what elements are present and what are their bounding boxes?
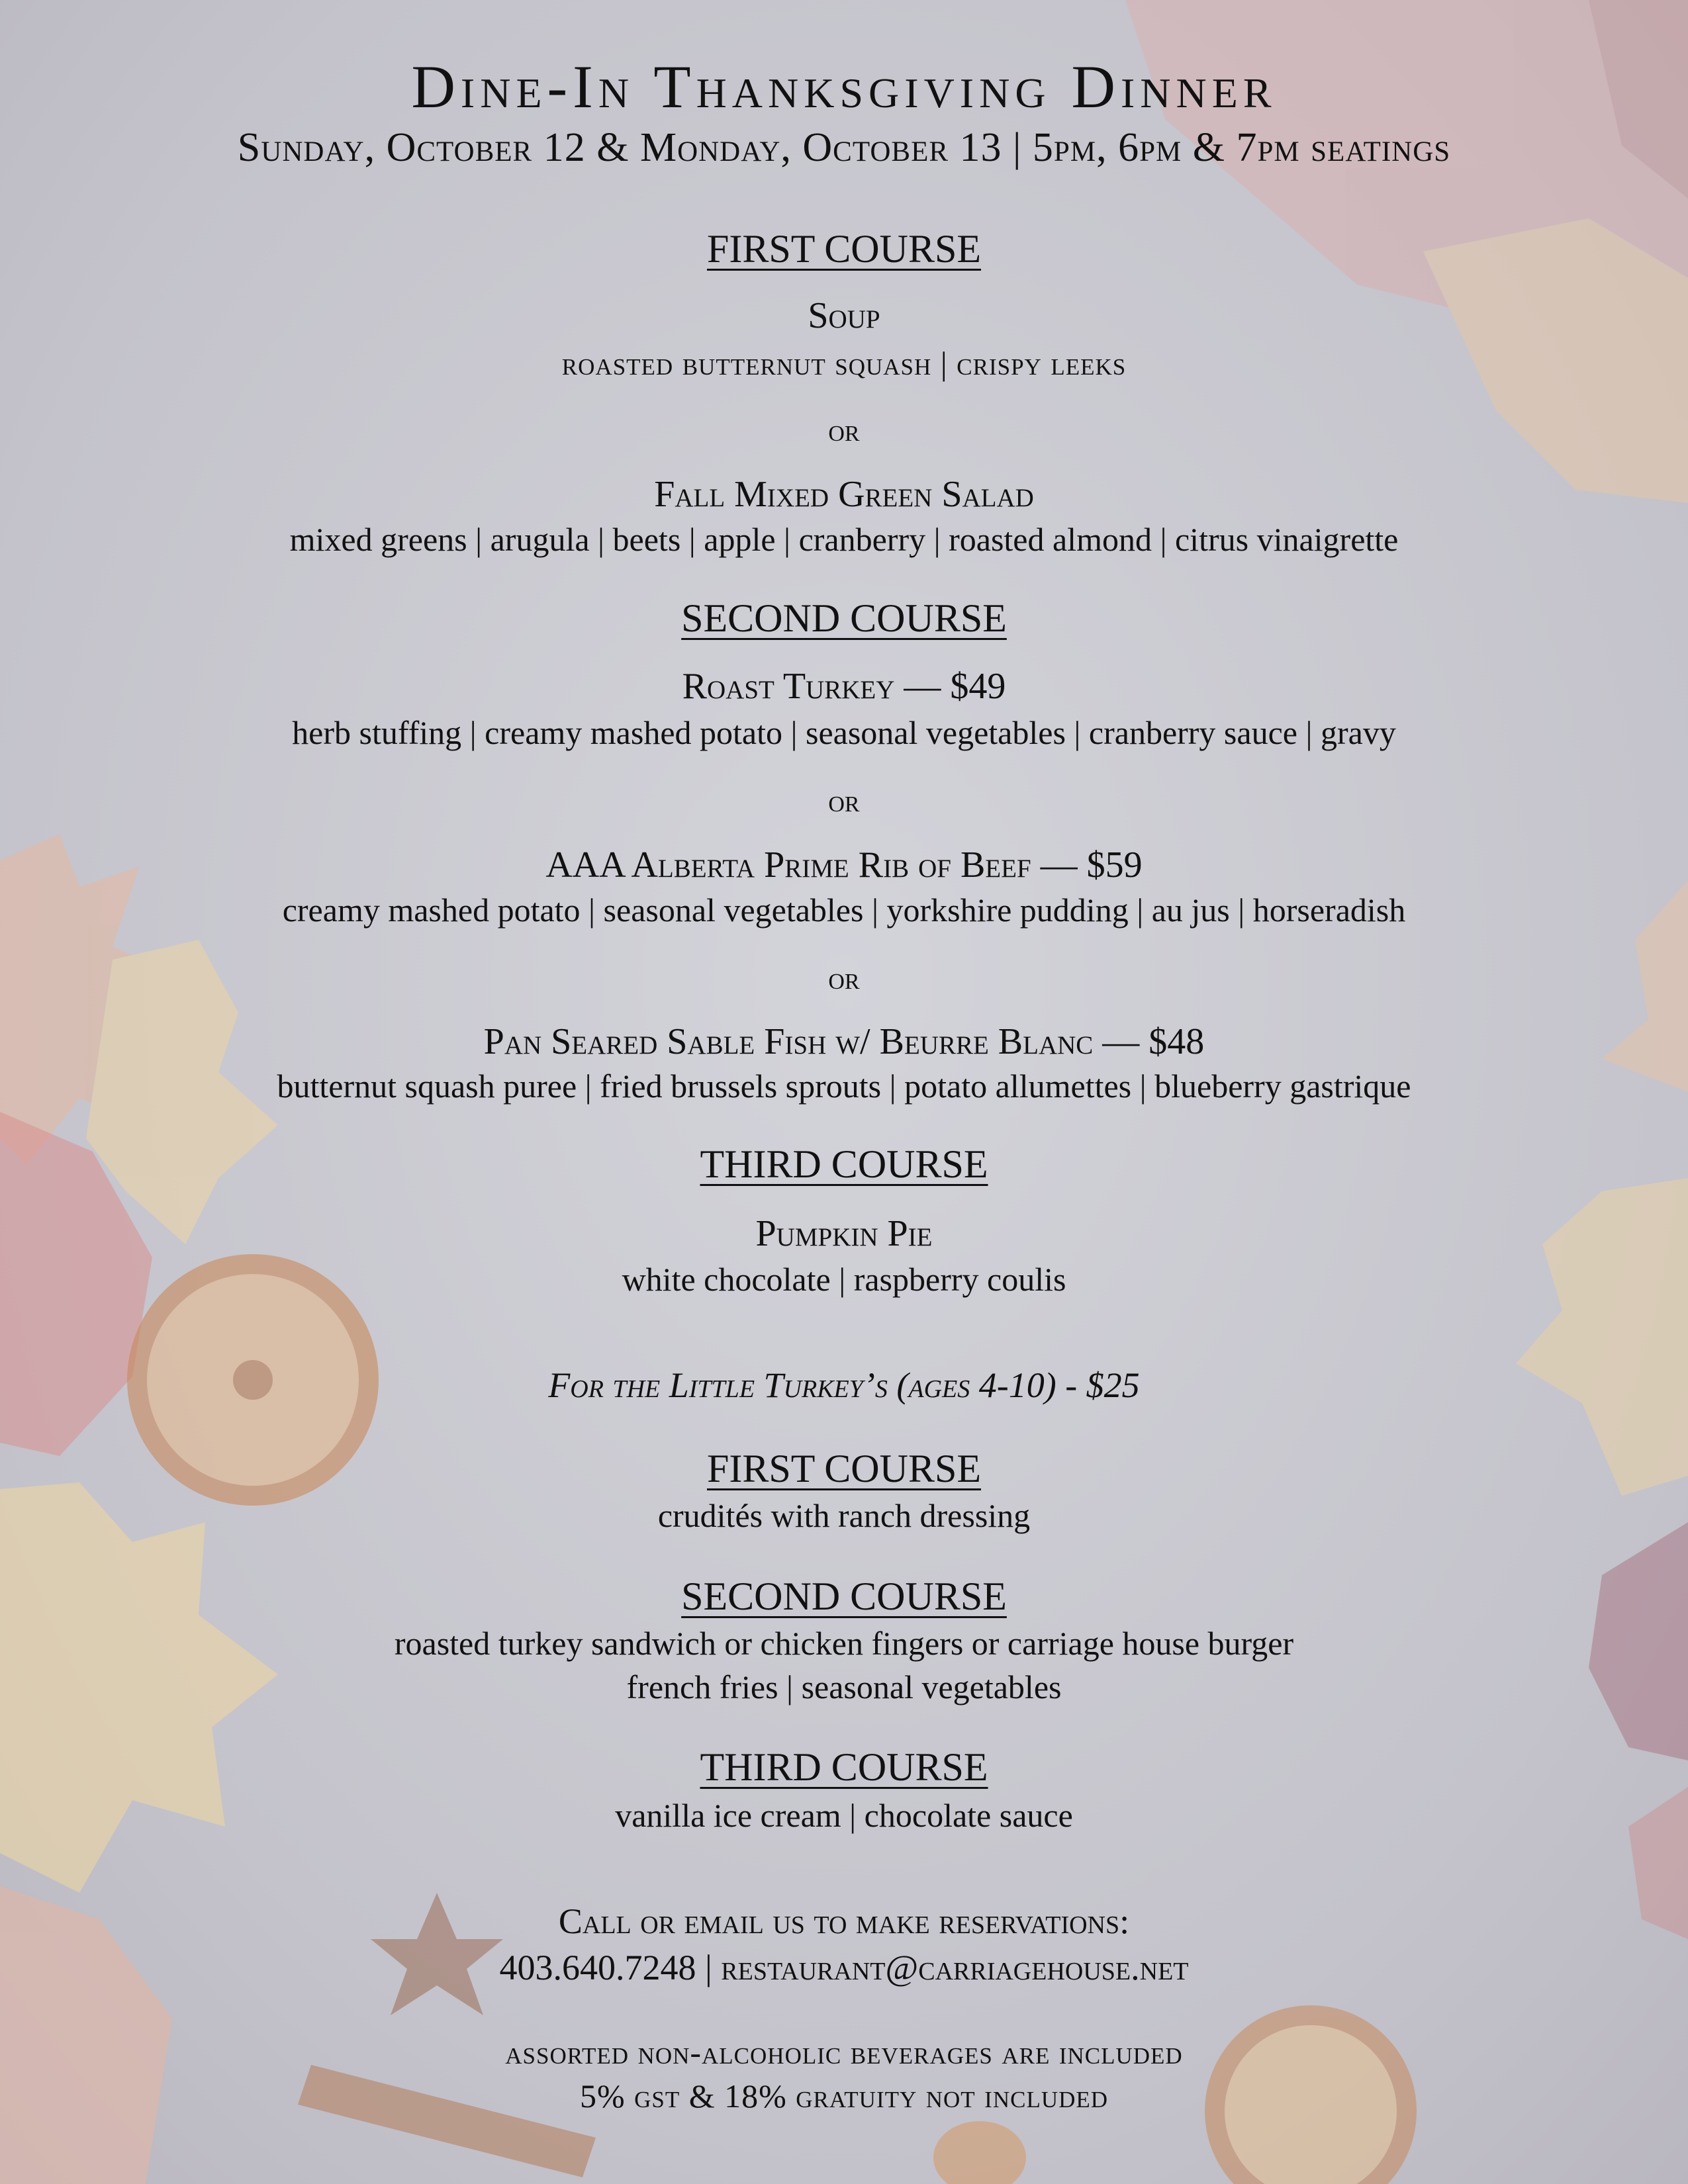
kids-second-course-sides: french fries | seasonal vegetables xyxy=(626,1668,1062,1706)
soup-description: roasted butternut squash | crispy leeks xyxy=(561,345,1127,382)
reservations-label: Call or email us to make reservations: xyxy=(558,1901,1130,1941)
page-title: Dine-In Thanksgiving Dinner xyxy=(411,53,1277,120)
salad-name: Fall Mixed Green Salad xyxy=(654,474,1034,515)
second-course-heading: SECOND COURSE xyxy=(681,596,1007,640)
soup-name: Soup xyxy=(808,295,880,336)
beef-name: AAA Alberta Prime Rib of Beef — $59 xyxy=(545,844,1143,886)
fish-name: Pan Seared Sable Fish w/ Beurre Blanc — $48 xyxy=(483,1021,1205,1062)
event-dates: Sunday, October 12 & Monday, October 13 | 5pm, 6pm & 7pm seatings xyxy=(237,125,1451,170)
kids-menu-heading: For the Little Turkey’s (ages 4-10) - $25 xyxy=(548,1365,1140,1405)
kids-first-course-description: crudités with ranch dressing xyxy=(657,1497,1031,1534)
beverages-note: assorted non-alcoholic beverages are included xyxy=(505,2034,1183,2071)
or-separator: or xyxy=(828,961,860,996)
kids-second-course-heading: SECOND COURSE xyxy=(681,1574,1007,1618)
kids-third-course-heading: THIRD COURSE xyxy=(700,1745,988,1789)
turkey-description: herb stuffing | creamy mashed potato | seasonal vegetables | cranberry sauce | gravy xyxy=(292,714,1396,751)
beef-description: creamy mashed potato | seasonal vegetables | yorkshire pudding | au jus | horseradish xyxy=(282,891,1406,929)
kids-first-course-heading: FIRST COURSE xyxy=(706,1447,982,1490)
or-separator: or xyxy=(828,784,860,819)
or-separator: or xyxy=(828,413,860,448)
dessert-description: white chocolate | raspberry coulis xyxy=(622,1261,1066,1298)
tax-gratuity-note: 5% gst & 18% gratuity not included xyxy=(579,2077,1109,2115)
salad-description: mixed greens | arugula | beets | apple | cranberry | roasted almond | citrus vinaigrette xyxy=(289,521,1399,558)
reservations-contact[interactable]: 403.640.7248 | restaurant@carriagehouse.net xyxy=(499,1948,1189,1987)
first-course-heading: FIRST COURSE xyxy=(706,227,982,271)
fish-description: butternut squash puree | fried brussels sprouts | potato allumettes | blueberry gastrique xyxy=(277,1068,1411,1105)
dessert-name: Pumpkin Pie xyxy=(755,1213,933,1254)
kids-second-course-description: roasted turkey sandwich or chicken fingers or carriage house burger xyxy=(394,1625,1294,1662)
kids-third-course-description: vanilla ice cream | chocolate sauce xyxy=(615,1797,1073,1834)
third-course-heading: THIRD COURSE xyxy=(700,1142,988,1186)
turkey-name: Roast Turkey — $49 xyxy=(682,666,1006,707)
